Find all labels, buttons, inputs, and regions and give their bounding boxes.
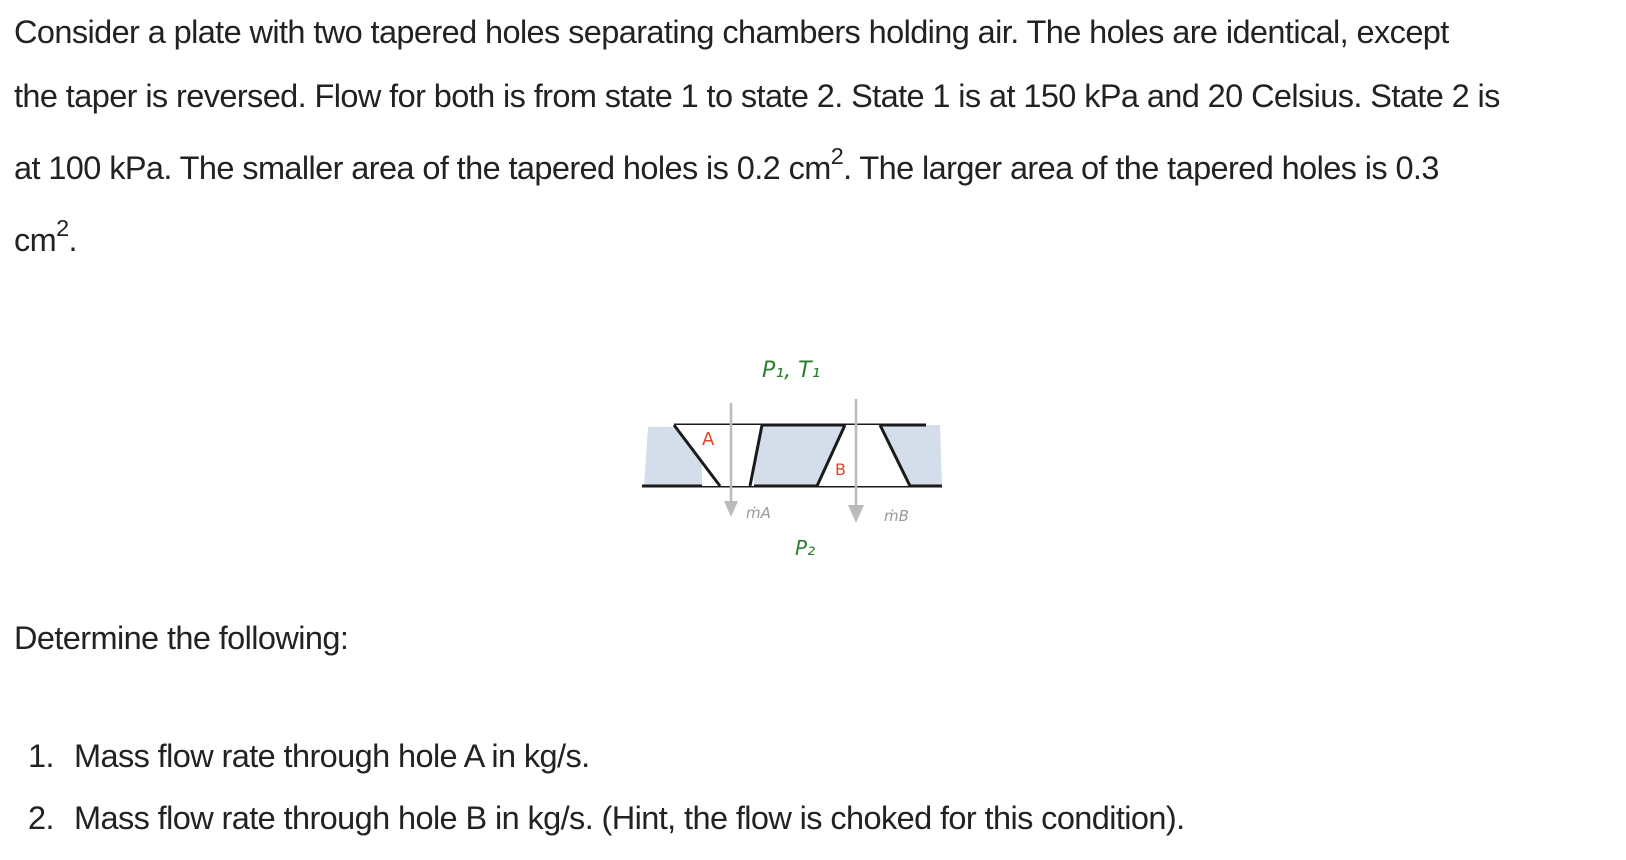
list-item bbox=[28, 787, 1185, 849]
label-mass-flow-a: ṁA bbox=[746, 504, 771, 522]
list-item bbox=[28, 725, 1185, 787]
problem-line-4-rest: . bbox=[68, 222, 77, 258]
label-mass-flow-b: ṁB bbox=[884, 507, 909, 525]
problem-line-2: the taper is reversed. Flow for both is from state 1 to state 2. State 1 is at 150 kPa and 20 Celsius. State 2 is bbox=[14, 78, 1500, 114]
label-hole-b: B bbox=[835, 460, 846, 479]
label-hole-a: A bbox=[702, 429, 715, 450]
flow-arrow-b-head bbox=[848, 505, 864, 523]
determine-heading: Determine the following: bbox=[14, 620, 349, 656]
problem-line-3-text: at 100 kPa. The smaller area of the tapered holes is 0.2 cm bbox=[14, 150, 831, 186]
tapered-holes-diagram bbox=[640, 345, 960, 575]
problem-line-3-rest: . The larger area of the tapered holes is 0.3 bbox=[843, 150, 1439, 186]
list-item-text: Mass flow rate through hole B in kg/s. (Hint, the flow is choked for this condition). bbox=[74, 800, 1185, 836]
problem-statement bbox=[14, 0, 1614, 272]
flow-arrow-a-head bbox=[724, 501, 738, 517]
superscript-2: 2 bbox=[56, 214, 69, 241]
problem-line-4 bbox=[14, 208, 1614, 272]
problem-line-4-text: cm bbox=[14, 222, 57, 258]
problem-line-3 bbox=[14, 128, 1614, 208]
problem-line-1: Consider a plate with two tapered holes separating chambers holding air. The holes are identical, except bbox=[14, 14, 1449, 50]
list-item-number: 2. bbox=[28, 800, 54, 836]
list-item-text: Mass flow rate through hole A in kg/s. bbox=[74, 738, 590, 774]
superscript-2: 2 bbox=[830, 142, 844, 169]
label-p2: P₂ bbox=[795, 536, 816, 560]
task-list bbox=[28, 725, 1185, 849]
list-item-number: 1. bbox=[28, 738, 54, 774]
label-p1-t1: P₁, T₁ bbox=[762, 358, 821, 383]
